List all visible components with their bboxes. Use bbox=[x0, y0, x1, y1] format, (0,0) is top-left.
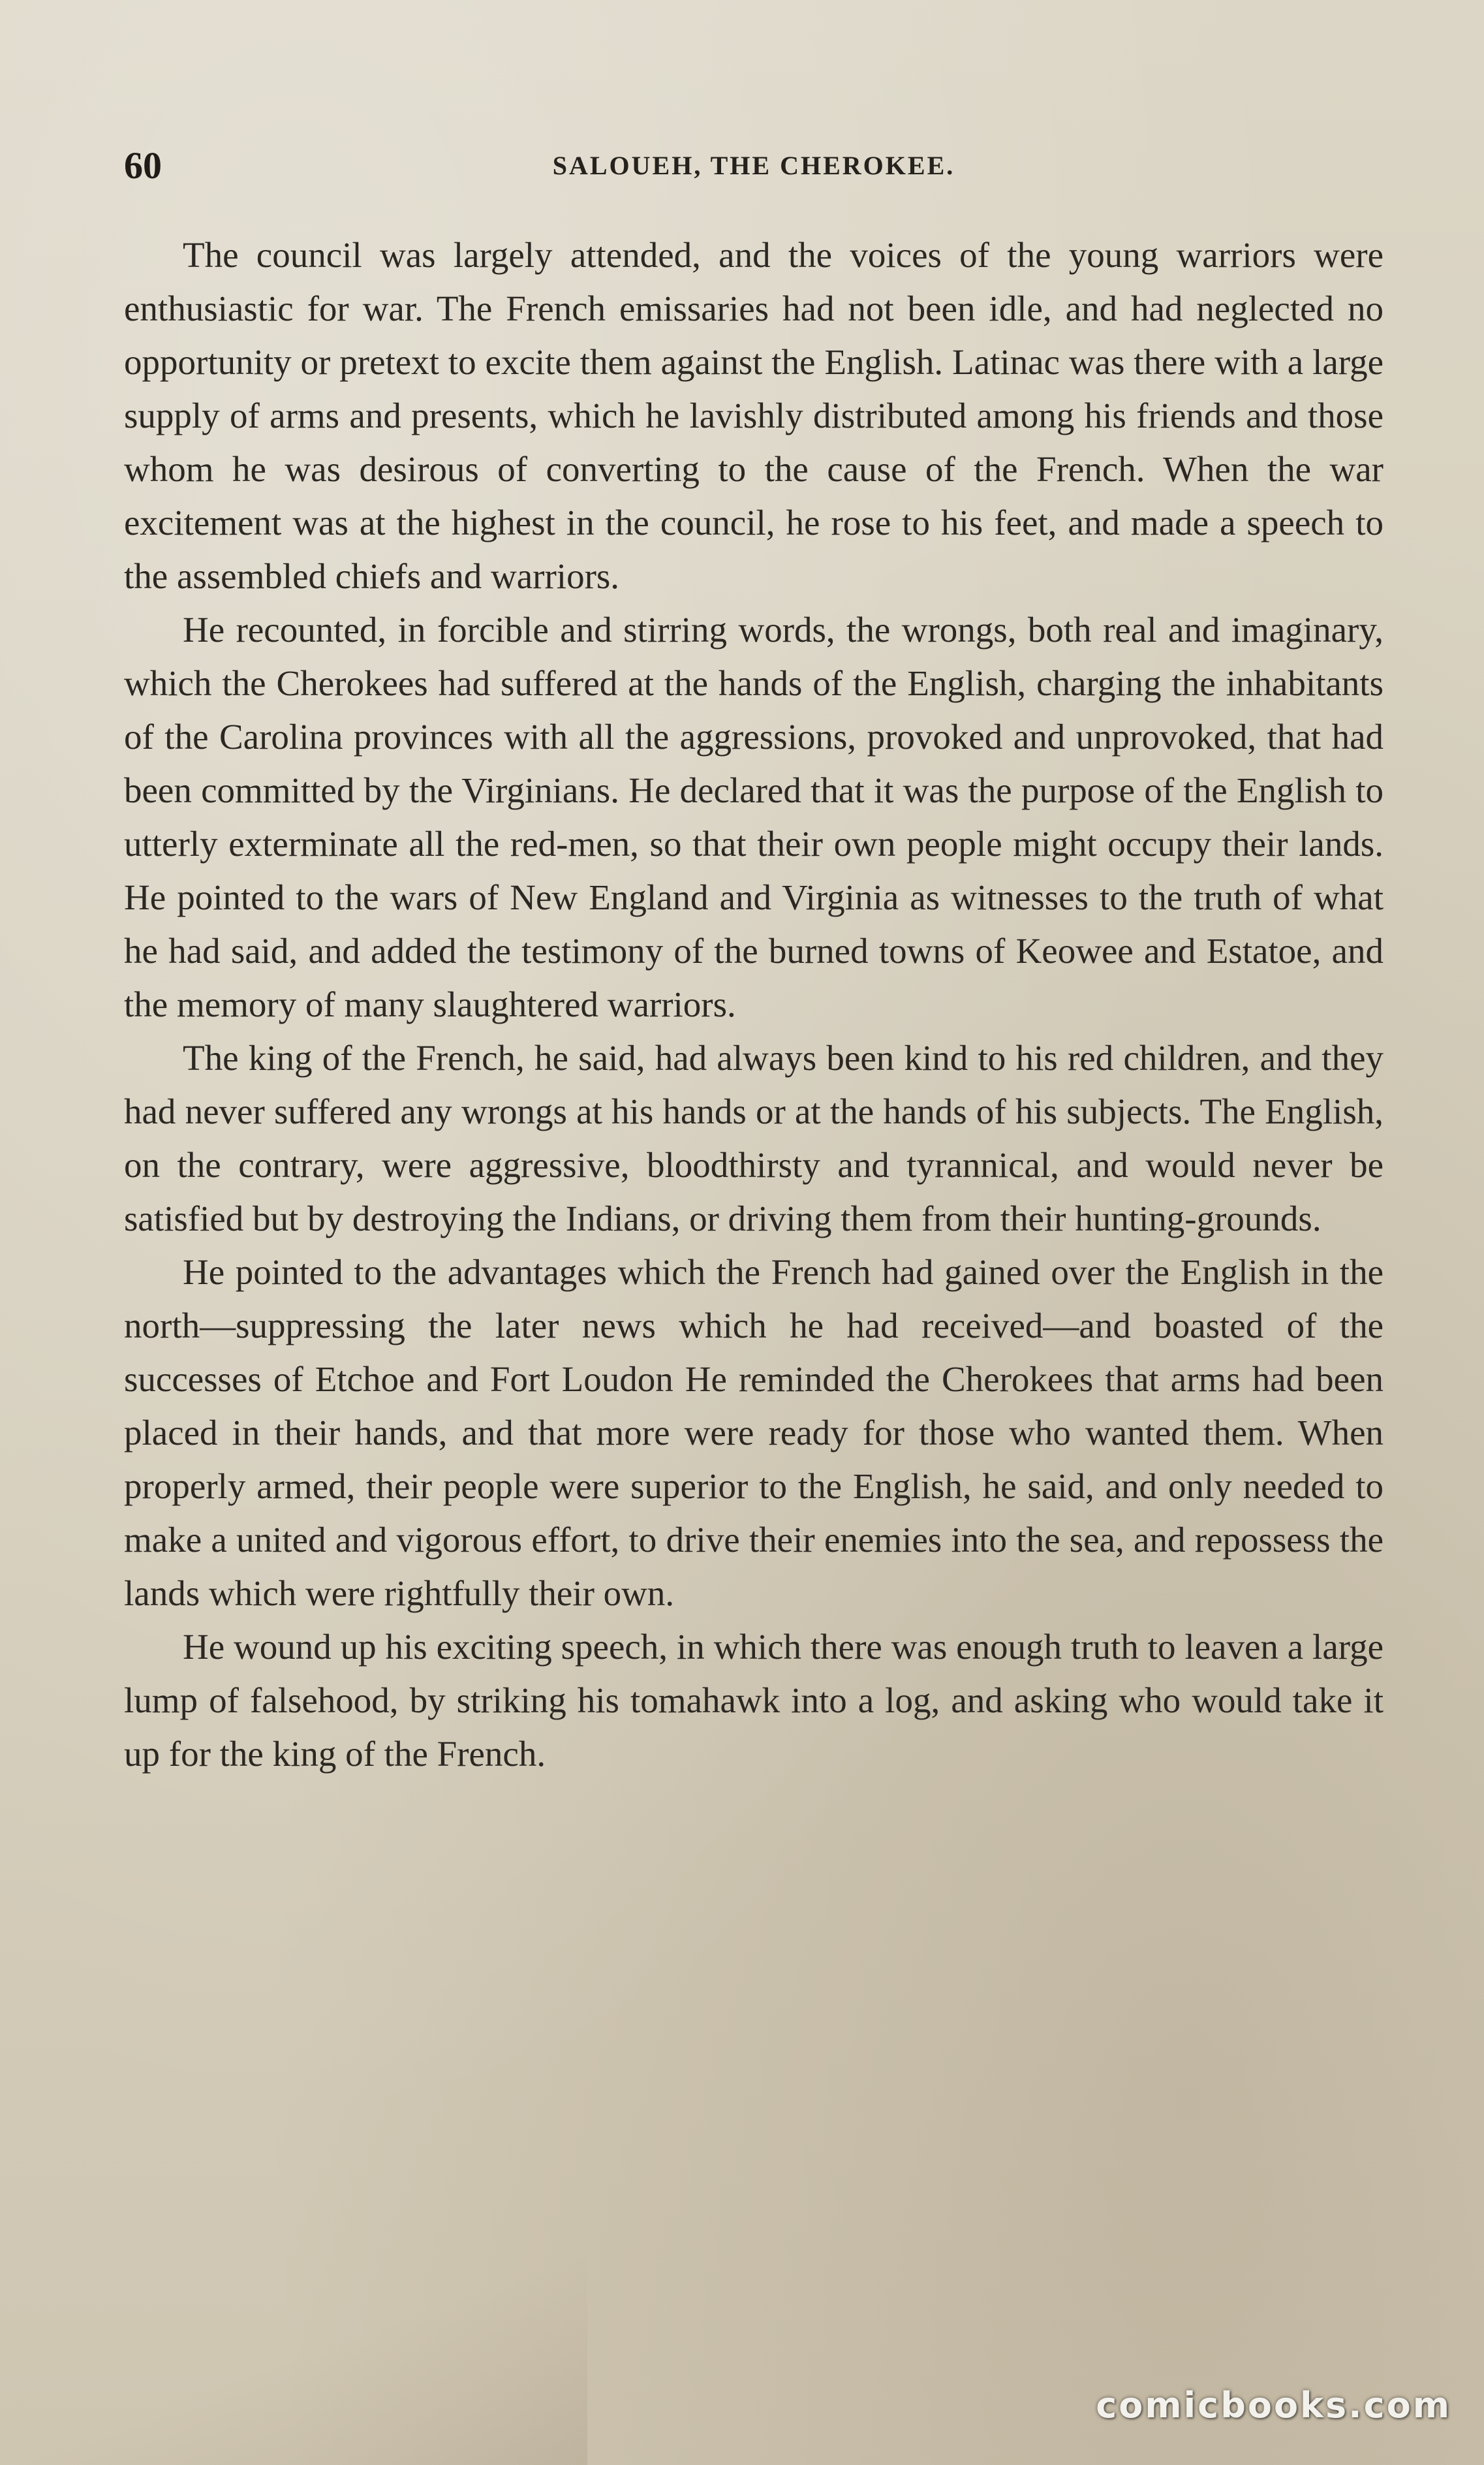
watermark-text: comicbooks.com bbox=[1096, 2385, 1451, 2426]
paragraph-2: He recounted, in forcible and stirring words, the wrongs, both real and imaginary, which the Cherokees had suffered at the hands of the English, charging the inhabitants of the Carolina provinces with all the aggressions, provoked and unprovoked, that had been committed by the Virginians. He declared that it was the purpose of the English to utterly exterminate all the red-men, so that their own people might occupy their lands. He pointed to the wars of New England and Virginia as witnesses to the truth of what he had said, and added the testimony of the burned towns of Keowee and Estatoe, and the memory of many slaughtered warriors. bbox=[124, 610, 1384, 1024]
running-head bbox=[124, 140, 1384, 192]
paragraph-5: He wound up his exciting speech, in which there was enough truth to leaven a large lump of falsehood, by striking his tomahawk into a log, and asking who would take it up for the king of the French. bbox=[124, 1627, 1384, 1774]
body-text bbox=[124, 228, 1384, 1781]
paragraph-3: The king of the French, he said, had always been kind to his red children, and they had never suffered any wrongs at his hands or at the hands of his subjects. The English, on the contrary, were aggressive, bloodthirsty and tyrannical, and would never be satisfied but by destroying the Indians, or driving them from their hunting-grounds. bbox=[124, 1038, 1384, 1238]
paragraph-1: The council was largely attended, and the voices of the young warriors were enthusiastic for war. The French emissaries had not been idle, and had neglected no opportunity or pretext to excite them against the English. Latinac was there with a large supply of arms and presents, which he lavishly distributed among his friends and those whom he was desirous of converting to the cause of the French. When the war excitement was at the highest in the council, he rose to his feet, and made a speech to the assembled chiefs and warriors. bbox=[124, 235, 1384, 596]
running-title: SALOUEH, THE CHEROKEE. bbox=[552, 151, 955, 180]
paragraph-4: He pointed to the advantages which the French had gained over the English in the north—suppressing the later news which he had received—and boasted of the successes of Etchoe and Fort Loudon He reminded the Cherokees that arms had been placed in their hands, and that more were ready for those who wanted them. When properly armed, their people were superior to the English, he said, and only needed to make a united and vigorous effort, to drive their enemies into the sea, and repossess the lands which were rightfully their own. bbox=[124, 1252, 1384, 1613]
paper-fold-shadow bbox=[0, 2139, 587, 2465]
page-number: 60 bbox=[124, 144, 162, 187]
